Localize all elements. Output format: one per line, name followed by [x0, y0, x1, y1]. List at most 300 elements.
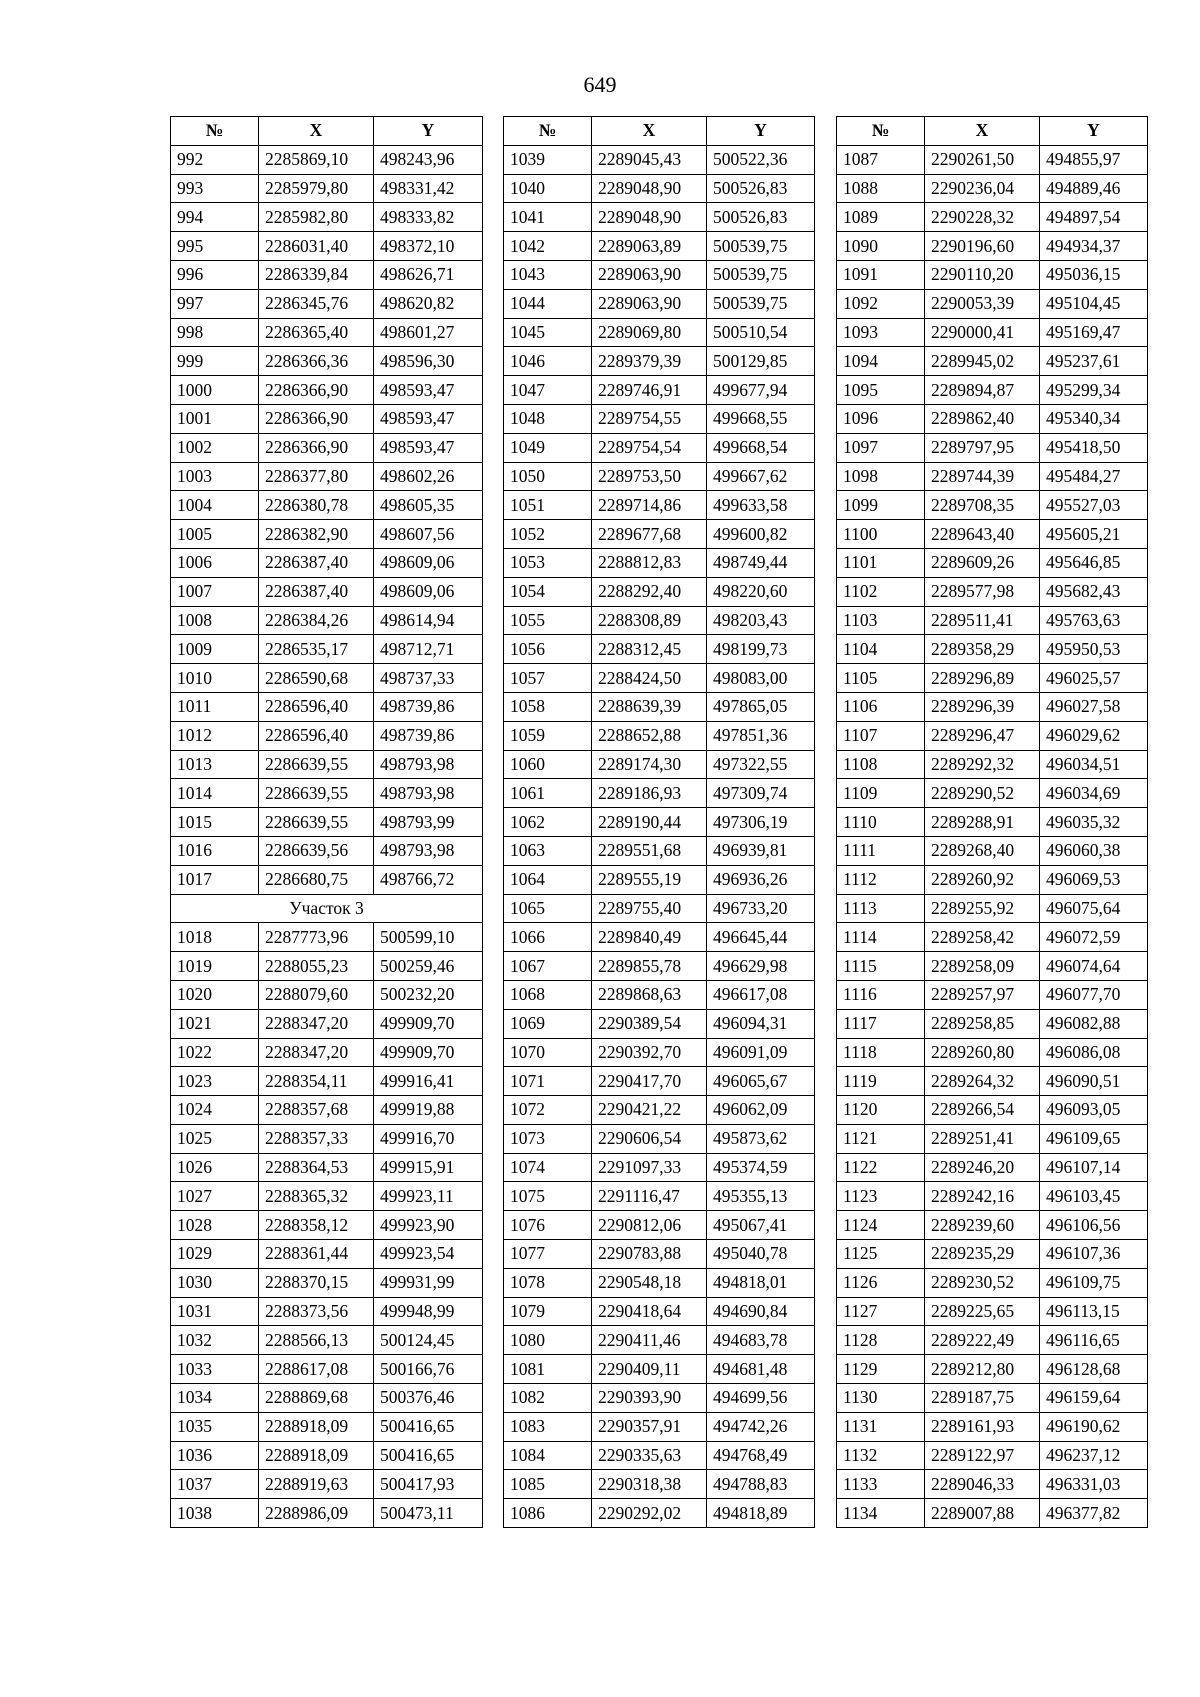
x-coordinate-cell: 2286345,76: [259, 289, 374, 318]
point-number-cell: 1121: [837, 1124, 925, 1153]
y-coordinate-cell: 496109,75: [1040, 1268, 1148, 1297]
table-row: [504, 836, 815, 865]
table-header-row: [171, 117, 483, 146]
table-row: [504, 260, 815, 289]
point-number-cell: 1040: [504, 174, 592, 203]
x-coordinate-cell: 2289186,93: [592, 779, 707, 808]
x-coordinate-cell: 2286535,17: [259, 635, 374, 664]
table-row: [504, 577, 815, 606]
x-coordinate-cell: 2288292,40: [592, 577, 707, 606]
x-coordinate-cell: 2291116,47: [592, 1182, 707, 1211]
table-row: [504, 1038, 815, 1067]
x-coordinate-cell: 2289258,85: [925, 1009, 1040, 1038]
x-coordinate-cell: 2290261,50: [925, 145, 1040, 174]
point-number-cell: 1035: [171, 1412, 259, 1441]
y-coordinate-cell: 496060,38: [1040, 836, 1148, 865]
y-coordinate-cell: 495873,62: [707, 1124, 815, 1153]
y-coordinate-cell: 499923,11: [374, 1182, 483, 1211]
point-number-cell: 997: [171, 289, 259, 318]
table-row: [504, 980, 815, 1009]
point-number-cell: 1133: [837, 1470, 925, 1499]
point-number-cell: 1047: [504, 376, 592, 405]
x-coordinate-cell: 2289258,09: [925, 952, 1040, 981]
point-number-cell: 1071: [504, 1067, 592, 1096]
y-coordinate-cell: 496093,05: [1040, 1096, 1148, 1125]
table-row: [504, 923, 815, 952]
table-row: [504, 1240, 815, 1269]
y-coordinate-cell: 498220,60: [707, 577, 815, 606]
table-row: [837, 1297, 1148, 1326]
x-coordinate-cell: 2286639,55: [259, 779, 374, 808]
table-row: [504, 1297, 815, 1326]
table-row: [837, 1067, 1148, 1096]
x-coordinate-cell: 2286366,90: [259, 433, 374, 462]
table-row: [837, 1384, 1148, 1413]
x-coordinate-cell: 2289296,39: [925, 692, 1040, 721]
table-row: [171, 980, 483, 1009]
y-coordinate-cell: 495355,13: [707, 1182, 815, 1211]
y-coordinate-cell: 500376,46: [374, 1384, 483, 1413]
x-coordinate-cell: 2289251,41: [925, 1124, 1040, 1153]
x-coordinate-cell: 2288347,20: [259, 1009, 374, 1038]
table-row: [171, 1326, 483, 1355]
y-coordinate-cell: 494818,89: [707, 1499, 815, 1528]
y-coordinate-cell: 496377,82: [1040, 1499, 1148, 1528]
y-coordinate-cell: 500232,20: [374, 980, 483, 1009]
y-coordinate-cell: 495646,85: [1040, 548, 1148, 577]
y-coordinate-cell: 498712,71: [374, 635, 483, 664]
header-number: №: [504, 117, 592, 146]
y-coordinate-cell: 496065,67: [707, 1067, 815, 1096]
x-coordinate-cell: 2289225,65: [925, 1297, 1040, 1326]
point-number-cell: 1075: [504, 1182, 592, 1211]
table-row: [837, 1441, 1148, 1470]
point-number-cell: 1076: [504, 1211, 592, 1240]
table-row: [171, 577, 483, 606]
point-number-cell: 1080: [504, 1326, 592, 1355]
x-coordinate-cell: 2291097,33: [592, 1153, 707, 1182]
table-row: [171, 1355, 483, 1384]
point-number-cell: 1001: [171, 404, 259, 433]
x-coordinate-cell: 2289744,39: [925, 462, 1040, 491]
table-row: [837, 750, 1148, 779]
point-number-cell: 1087: [837, 145, 925, 174]
y-coordinate-cell: 496069,53: [1040, 865, 1148, 894]
table-row: [837, 1355, 1148, 1384]
table-row: [171, 433, 483, 462]
point-number-cell: 1126: [837, 1268, 925, 1297]
table-row: [837, 577, 1148, 606]
point-number-cell: 1014: [171, 779, 259, 808]
table-row: [171, 721, 483, 750]
table-row: [504, 1441, 815, 1470]
point-number-cell: 1106: [837, 692, 925, 721]
y-coordinate-cell: 500522,36: [707, 145, 815, 174]
y-coordinate-cell: 496331,03: [1040, 1470, 1148, 1499]
header-y: Y: [707, 117, 815, 146]
point-number-cell: 1130: [837, 1384, 925, 1413]
y-coordinate-cell: 496035,32: [1040, 808, 1148, 837]
point-number-cell: 1104: [837, 635, 925, 664]
y-coordinate-cell: 496091,09: [707, 1038, 815, 1067]
x-coordinate-cell: 2288373,56: [259, 1297, 374, 1326]
x-coordinate-cell: 2290606,54: [592, 1124, 707, 1153]
table-row: [171, 1470, 483, 1499]
x-coordinate-cell: 2290292,02: [592, 1499, 707, 1528]
x-coordinate-cell: 2285979,80: [259, 174, 374, 203]
y-coordinate-cell: 496190,62: [1040, 1412, 1148, 1441]
x-coordinate-cell: 2285982,80: [259, 203, 374, 232]
point-number-cell: 1078: [504, 1268, 592, 1297]
table-row: [504, 664, 815, 693]
x-coordinate-cell: 2289260,92: [925, 865, 1040, 894]
x-coordinate-cell: 2288617,08: [259, 1355, 374, 1384]
table-row: [504, 635, 815, 664]
table-row: [171, 404, 483, 433]
x-coordinate-cell: 2288424,50: [592, 664, 707, 693]
point-number-cell: 1023: [171, 1067, 259, 1096]
point-number-cell: 1029: [171, 1240, 259, 1269]
y-coordinate-cell: 497309,74: [707, 779, 815, 808]
table-row: [171, 347, 483, 376]
x-coordinate-cell: 2286377,80: [259, 462, 374, 491]
table-row: [504, 1470, 815, 1499]
x-coordinate-cell: 2289290,52: [925, 779, 1040, 808]
y-coordinate-cell: 499909,70: [374, 1038, 483, 1067]
x-coordinate-cell: 2289754,55: [592, 404, 707, 433]
point-number-cell: 1102: [837, 577, 925, 606]
table-row: [837, 1182, 1148, 1211]
table-row: [504, 808, 815, 837]
x-coordinate-cell: 2289187,75: [925, 1384, 1040, 1413]
y-coordinate-cell: 497306,19: [707, 808, 815, 837]
x-coordinate-cell: 2287773,96: [259, 923, 374, 952]
y-coordinate-cell: 496034,51: [1040, 750, 1148, 779]
y-coordinate-cell: 500416,65: [374, 1412, 483, 1441]
x-coordinate-cell: 2288566,13: [259, 1326, 374, 1355]
y-coordinate-cell: 498243,96: [374, 145, 483, 174]
point-number-cell: 1084: [504, 1441, 592, 1470]
x-coordinate-cell: 2286339,84: [259, 260, 374, 289]
x-coordinate-cell: 2289358,29: [925, 635, 1040, 664]
y-coordinate-cell: 498607,56: [374, 520, 483, 549]
table-row: [504, 203, 815, 232]
point-number-cell: 1100: [837, 520, 925, 549]
x-coordinate-cell: 2288365,32: [259, 1182, 374, 1211]
point-number-cell: 1085: [504, 1470, 592, 1499]
table-row: [837, 433, 1148, 462]
table-row: [171, 1182, 483, 1211]
x-coordinate-cell: 2289048,90: [592, 174, 707, 203]
y-coordinate-cell: 497865,05: [707, 692, 815, 721]
x-coordinate-cell: 2290411,46: [592, 1326, 707, 1355]
point-number-cell: 1041: [504, 203, 592, 232]
point-number-cell: 993: [171, 174, 259, 203]
table-row: [504, 606, 815, 635]
x-coordinate-cell: 2286365,40: [259, 318, 374, 347]
point-number-cell: 1060: [504, 750, 592, 779]
point-number-cell: 1044: [504, 289, 592, 318]
x-coordinate-cell: 2289174,30: [592, 750, 707, 779]
point-number-cell: 1046: [504, 347, 592, 376]
x-coordinate-cell: 2286031,40: [259, 232, 374, 261]
table-row: [504, 1355, 815, 1384]
y-coordinate-cell: 499916,41: [374, 1067, 483, 1096]
point-number-cell: 1067: [504, 952, 592, 981]
y-coordinate-cell: 495763,63: [1040, 606, 1148, 635]
table-row: [837, 520, 1148, 549]
y-coordinate-cell: 496128,68: [1040, 1355, 1148, 1384]
table-row: [171, 750, 483, 779]
x-coordinate-cell: 2289840,49: [592, 923, 707, 952]
table-row: [171, 1096, 483, 1125]
y-coordinate-cell: 498593,47: [374, 404, 483, 433]
table-row: [837, 145, 1148, 174]
x-coordinate-cell: 2289045,43: [592, 145, 707, 174]
point-number-cell: 1033: [171, 1355, 259, 1384]
x-coordinate-cell: 2289868,63: [592, 980, 707, 1009]
x-coordinate-cell: 2290393,90: [592, 1384, 707, 1413]
point-number-cell: 1093: [837, 318, 925, 347]
y-coordinate-cell: 494889,46: [1040, 174, 1148, 203]
x-coordinate-cell: 2288918,09: [259, 1412, 374, 1441]
x-coordinate-cell: 2289264,32: [925, 1067, 1040, 1096]
x-coordinate-cell: 2289609,26: [925, 548, 1040, 577]
y-coordinate-cell: 496237,12: [1040, 1441, 1148, 1470]
x-coordinate-cell: 2289855,78: [592, 952, 707, 981]
point-number-cell: 1101: [837, 548, 925, 577]
table-row: [837, 174, 1148, 203]
x-coordinate-cell: 2285869,10: [259, 145, 374, 174]
x-coordinate-cell: 2288639,39: [592, 692, 707, 721]
y-coordinate-cell: 500539,75: [707, 232, 815, 261]
y-coordinate-cell: 494768,49: [707, 1441, 815, 1470]
table-row: [504, 865, 815, 894]
x-coordinate-cell: 2289945,02: [925, 347, 1040, 376]
section-title: Участок 3: [171, 894, 483, 923]
point-number-cell: 1131: [837, 1412, 925, 1441]
table-row: [837, 347, 1148, 376]
x-coordinate-cell: 2289714,86: [592, 491, 707, 520]
x-coordinate-cell: 2289258,42: [925, 923, 1040, 952]
y-coordinate-cell: 496159,64: [1040, 1384, 1148, 1413]
point-number-cell: 1019: [171, 952, 259, 981]
y-coordinate-cell: 497322,55: [707, 750, 815, 779]
point-number-cell: 1110: [837, 808, 925, 837]
y-coordinate-cell: 496109,65: [1040, 1124, 1148, 1153]
y-coordinate-cell: 500539,75: [707, 260, 815, 289]
y-coordinate-cell: 500510,54: [707, 318, 815, 347]
x-coordinate-cell: 2289255,92: [925, 894, 1040, 923]
table-row: [171, 548, 483, 577]
point-number-cell: 1042: [504, 232, 592, 261]
table-row: [837, 1153, 1148, 1182]
y-coordinate-cell: 494934,37: [1040, 232, 1148, 261]
x-coordinate-cell: 2290335,63: [592, 1441, 707, 1470]
table-row: [504, 491, 815, 520]
table-row: [837, 980, 1148, 1009]
table-row: [171, 865, 483, 894]
point-number-cell: 1111: [837, 836, 925, 865]
table-row: [171, 1268, 483, 1297]
point-number-cell: 1017: [171, 865, 259, 894]
x-coordinate-cell: 2290421,22: [592, 1096, 707, 1125]
x-coordinate-cell: 2290548,18: [592, 1268, 707, 1297]
x-coordinate-cell: 2288869,68: [259, 1384, 374, 1413]
point-number-cell: 1105: [837, 664, 925, 693]
y-coordinate-cell: 494683,78: [707, 1326, 815, 1355]
table-row: [837, 865, 1148, 894]
y-coordinate-cell: 496939,81: [707, 836, 815, 865]
y-coordinate-cell: 495950,53: [1040, 635, 1148, 664]
x-coordinate-cell: 2289048,90: [592, 203, 707, 232]
point-number-cell: 1010: [171, 664, 259, 693]
table-row: [837, 779, 1148, 808]
y-coordinate-cell: 500166,76: [374, 1355, 483, 1384]
point-number-cell: 1005: [171, 520, 259, 549]
point-number-cell: 995: [171, 232, 259, 261]
x-coordinate-cell: 2289046,33: [925, 1470, 1040, 1499]
point-number-cell: 1065: [504, 894, 592, 923]
table-row: [171, 1240, 483, 1269]
x-coordinate-cell: 2289677,68: [592, 520, 707, 549]
point-number-cell: 1098: [837, 462, 925, 491]
x-coordinate-cell: 2289212,80: [925, 1355, 1040, 1384]
table-row: [504, 750, 815, 779]
y-coordinate-cell: 500539,75: [707, 289, 815, 318]
point-number-cell: 1027: [171, 1182, 259, 1211]
x-coordinate-cell: 2289577,98: [925, 577, 1040, 606]
x-coordinate-cell: 2288652,88: [592, 721, 707, 750]
y-coordinate-cell: 495040,78: [707, 1240, 815, 1269]
table-row: [837, 952, 1148, 981]
x-coordinate-cell: 2288308,89: [592, 606, 707, 635]
table-row: [504, 721, 815, 750]
point-number-cell: 1117: [837, 1009, 925, 1038]
x-coordinate-cell: 2289288,91: [925, 808, 1040, 837]
y-coordinate-cell: 496113,15: [1040, 1297, 1148, 1326]
point-number-cell: 1036: [171, 1441, 259, 1470]
point-number-cell: 1072: [504, 1096, 592, 1125]
x-coordinate-cell: 2286387,40: [259, 577, 374, 606]
point-number-cell: 999: [171, 347, 259, 376]
point-number-cell: 1082: [504, 1384, 592, 1413]
point-number-cell: 1090: [837, 232, 925, 261]
x-coordinate-cell: 2290392,70: [592, 1038, 707, 1067]
y-coordinate-cell: 498620,82: [374, 289, 483, 318]
x-coordinate-cell: 2290417,70: [592, 1067, 707, 1096]
point-number-cell: 1022: [171, 1038, 259, 1067]
table-row: [837, 1211, 1148, 1240]
x-coordinate-cell: 2289069,80: [592, 318, 707, 347]
point-number-cell: 1055: [504, 606, 592, 635]
x-coordinate-cell: 2288055,23: [259, 952, 374, 981]
x-coordinate-cell: 2290409,11: [592, 1355, 707, 1384]
table-row: [837, 1268, 1148, 1297]
point-number-cell: 1000: [171, 376, 259, 405]
x-coordinate-cell: 2289122,97: [925, 1441, 1040, 1470]
table-row: [171, 808, 483, 837]
y-coordinate-cell: 496034,69: [1040, 779, 1148, 808]
point-number-cell: 1054: [504, 577, 592, 606]
table-row: [837, 923, 1148, 952]
table-row: [504, 692, 815, 721]
y-coordinate-cell: 498739,86: [374, 721, 483, 750]
y-coordinate-cell: 498605,35: [374, 491, 483, 520]
point-number-cell: 1021: [171, 1009, 259, 1038]
section-row: [171, 894, 483, 923]
y-coordinate-cell: 500129,85: [707, 347, 815, 376]
table-row: [837, 1412, 1148, 1441]
table-row: [504, 1412, 815, 1441]
x-coordinate-cell: 2286366,90: [259, 376, 374, 405]
x-coordinate-cell: 2289063,89: [592, 232, 707, 261]
table-row: [171, 1384, 483, 1413]
y-coordinate-cell: 499923,90: [374, 1211, 483, 1240]
x-coordinate-cell: 2289379,39: [592, 347, 707, 376]
table-row: [171, 1153, 483, 1182]
point-number-cell: 1038: [171, 1499, 259, 1528]
point-number-cell: 1008: [171, 606, 259, 635]
table-row: [171, 318, 483, 347]
table-row: [504, 1384, 815, 1413]
table-row: [837, 1096, 1148, 1125]
table-row: [171, 635, 483, 664]
y-coordinate-cell: 496029,62: [1040, 721, 1148, 750]
point-number-cell: 994: [171, 203, 259, 232]
point-number-cell: 1114: [837, 923, 925, 952]
y-coordinate-cell: 499931,99: [374, 1268, 483, 1297]
table-row: [171, 836, 483, 865]
table-row: [504, 145, 815, 174]
x-coordinate-cell: 2289754,54: [592, 433, 707, 462]
point-number-cell: 1092: [837, 289, 925, 318]
point-number-cell: 1128: [837, 1326, 925, 1355]
point-number-cell: 1003: [171, 462, 259, 491]
point-number-cell: 1039: [504, 145, 592, 174]
table-row: [837, 232, 1148, 261]
point-number-cell: 1030: [171, 1268, 259, 1297]
y-coordinate-cell: 494818,01: [707, 1268, 815, 1297]
x-coordinate-cell: 2290389,54: [592, 1009, 707, 1038]
table-row: [171, 692, 483, 721]
header-x: X: [592, 117, 707, 146]
x-coordinate-cell: 2290236,04: [925, 174, 1040, 203]
y-coordinate-cell: 496062,09: [707, 1096, 815, 1125]
table-row: [171, 1211, 483, 1240]
point-number-cell: 1043: [504, 260, 592, 289]
table-row: [171, 1499, 483, 1528]
y-coordinate-cell: 495682,43: [1040, 577, 1148, 606]
table-row: [837, 635, 1148, 664]
point-number-cell: 1120: [837, 1096, 925, 1125]
table-row: [837, 1240, 1148, 1269]
point-number-cell: 1052: [504, 520, 592, 549]
point-number-cell: 1083: [504, 1412, 592, 1441]
point-number-cell: 1048: [504, 404, 592, 433]
table-row: [837, 260, 1148, 289]
x-coordinate-cell: 2289296,47: [925, 721, 1040, 750]
point-number-cell: 1132: [837, 1441, 925, 1470]
y-coordinate-cell: 495418,50: [1040, 433, 1148, 462]
coordinates-table-1: [170, 116, 483, 1528]
table-row: [504, 433, 815, 462]
point-number-cell: 1115: [837, 952, 925, 981]
point-number-cell: 1037: [171, 1470, 259, 1499]
y-coordinate-cell: 495527,03: [1040, 491, 1148, 520]
x-coordinate-cell: 2290196,60: [925, 232, 1040, 261]
table-row: [837, 836, 1148, 865]
